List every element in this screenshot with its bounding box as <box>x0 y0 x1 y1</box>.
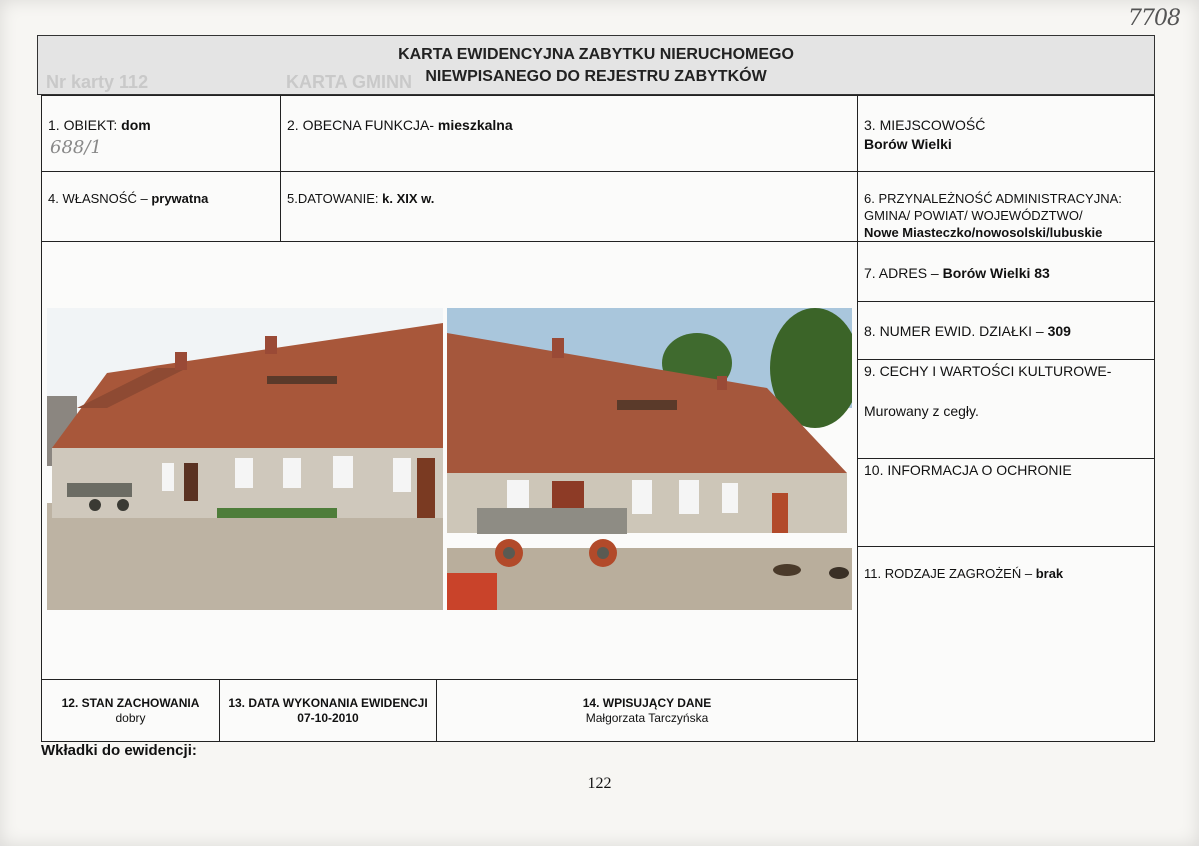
field-datowanie <box>280 171 858 242</box>
field-ochrona-label: 10. INFORMACJA O OCHRONIE <box>864 462 1072 478</box>
field-cechy <box>857 359 1155 459</box>
field-obiekt-label: 1. OBIEKT: <box>48 117 122 133</box>
field-stan-value: dobry <box>115 711 146 725</box>
field-adres-value: Borów Wielki 83 <box>942 265 1050 281</box>
field-wpisujacy <box>436 679 858 742</box>
field-adres <box>857 241 1155 302</box>
field-ochrona <box>857 458 1155 547</box>
field-cechy-label: 9. CECHY I WARTOŚCI KULTUROWE- <box>864 363 1112 379</box>
ghost-text-card-type: KARTA GMINN <box>286 72 412 92</box>
attachments-label: Wkładki do ewidencji: <box>41 742 197 759</box>
photo-house-right-drawing <box>447 308 852 610</box>
field-datowanie-value: k. XIX w. <box>382 191 435 206</box>
field-dzialka <box>857 301 1155 360</box>
field-miejscowosc-value: Borów Wielki <box>864 136 952 152</box>
card-header <box>37 35 1155 95</box>
field-przynaleznosc-label: 6. PRZYNALEŻNOŚĆ ADMINISTRACYJNA: <box>864 191 1122 206</box>
field-data <box>219 679 437 742</box>
field-funkcja-value: mieszkalna <box>437 117 513 133</box>
field-przynaleznosc <box>857 171 1155 242</box>
field-adres-label: 7. ADRES – <box>864 265 943 281</box>
field-cechy-value: Murowany z cegły. <box>864 403 979 419</box>
ghost-text-card-number: Nr karty 112 <box>46 72 149 92</box>
field-funkcja <box>280 95 858 172</box>
field-zagrozenia-label: 11. RODZAJE ZAGROŻEŃ – <box>864 566 1036 581</box>
card-title-line2: NIEWPISANEGO DO REJESTRU ZABYTKÓW <box>425 68 767 85</box>
field-wpisujacy-value: Małgorzata Tarczyńska <box>585 711 709 725</box>
field-przynaleznosc-label2: GMINA/ POWIAT/ WOJEWÓDZTWO/ <box>864 208 1083 223</box>
photo-house-right <box>447 308 852 610</box>
field-zagrozenia <box>857 546 1155 742</box>
field-stan <box>41 679 220 742</box>
field-dzialka-label: 8. NUMER EWID. DZIAŁKI – <box>864 323 1048 339</box>
field-funkcja-label: 2. OBECNA FUNKCJA- <box>287 117 438 133</box>
field-datowanie-label: 5.DATOWANIE: <box>287 191 383 206</box>
field-miejscowosc <box>857 95 1155 172</box>
field-przynaleznosc-value: Nowe Miasteczko/nowosolski/lubuskie <box>864 225 1103 240</box>
field-data-label: 13. DATA WYKONANIA EWIDENCJI <box>228 696 428 710</box>
field-miejscowosc-label: 3. MIEJSCOWOŚĆ <box>864 117 986 133</box>
field-zagrozenia-value: brak <box>1035 566 1064 581</box>
page-number: 122 <box>587 775 612 792</box>
field-wpisujacy-label: 14. WPISUJĄCY DANE <box>582 696 712 710</box>
field-obiekt-value: dom <box>121 117 151 133</box>
card-title <box>38 44 1154 88</box>
field-obiekt <box>41 95 281 172</box>
card-title-line1: KARTA EWIDENCYJNA ZABYTKU NIERUCHOMEGO <box>398 46 794 63</box>
field-data-value: 07-10-2010 <box>297 711 359 725</box>
corner-handwritten-number: 7708 <box>1128 6 1180 31</box>
photo-house-left-drawing <box>47 308 443 610</box>
field-wlasnosc-label: 4. WŁASNOŚĆ – <box>48 191 152 206</box>
field-dzialka-value: 309 <box>1047 323 1071 339</box>
field-wlasnosc-value: prywatna <box>151 191 209 206</box>
field-stan-label: 12. STAN ZACHOWANIA <box>61 696 200 710</box>
field-wlasnosc <box>41 171 281 242</box>
handwritten-parcel-number: 688/1 <box>50 137 102 158</box>
photo-house-left <box>47 308 443 610</box>
